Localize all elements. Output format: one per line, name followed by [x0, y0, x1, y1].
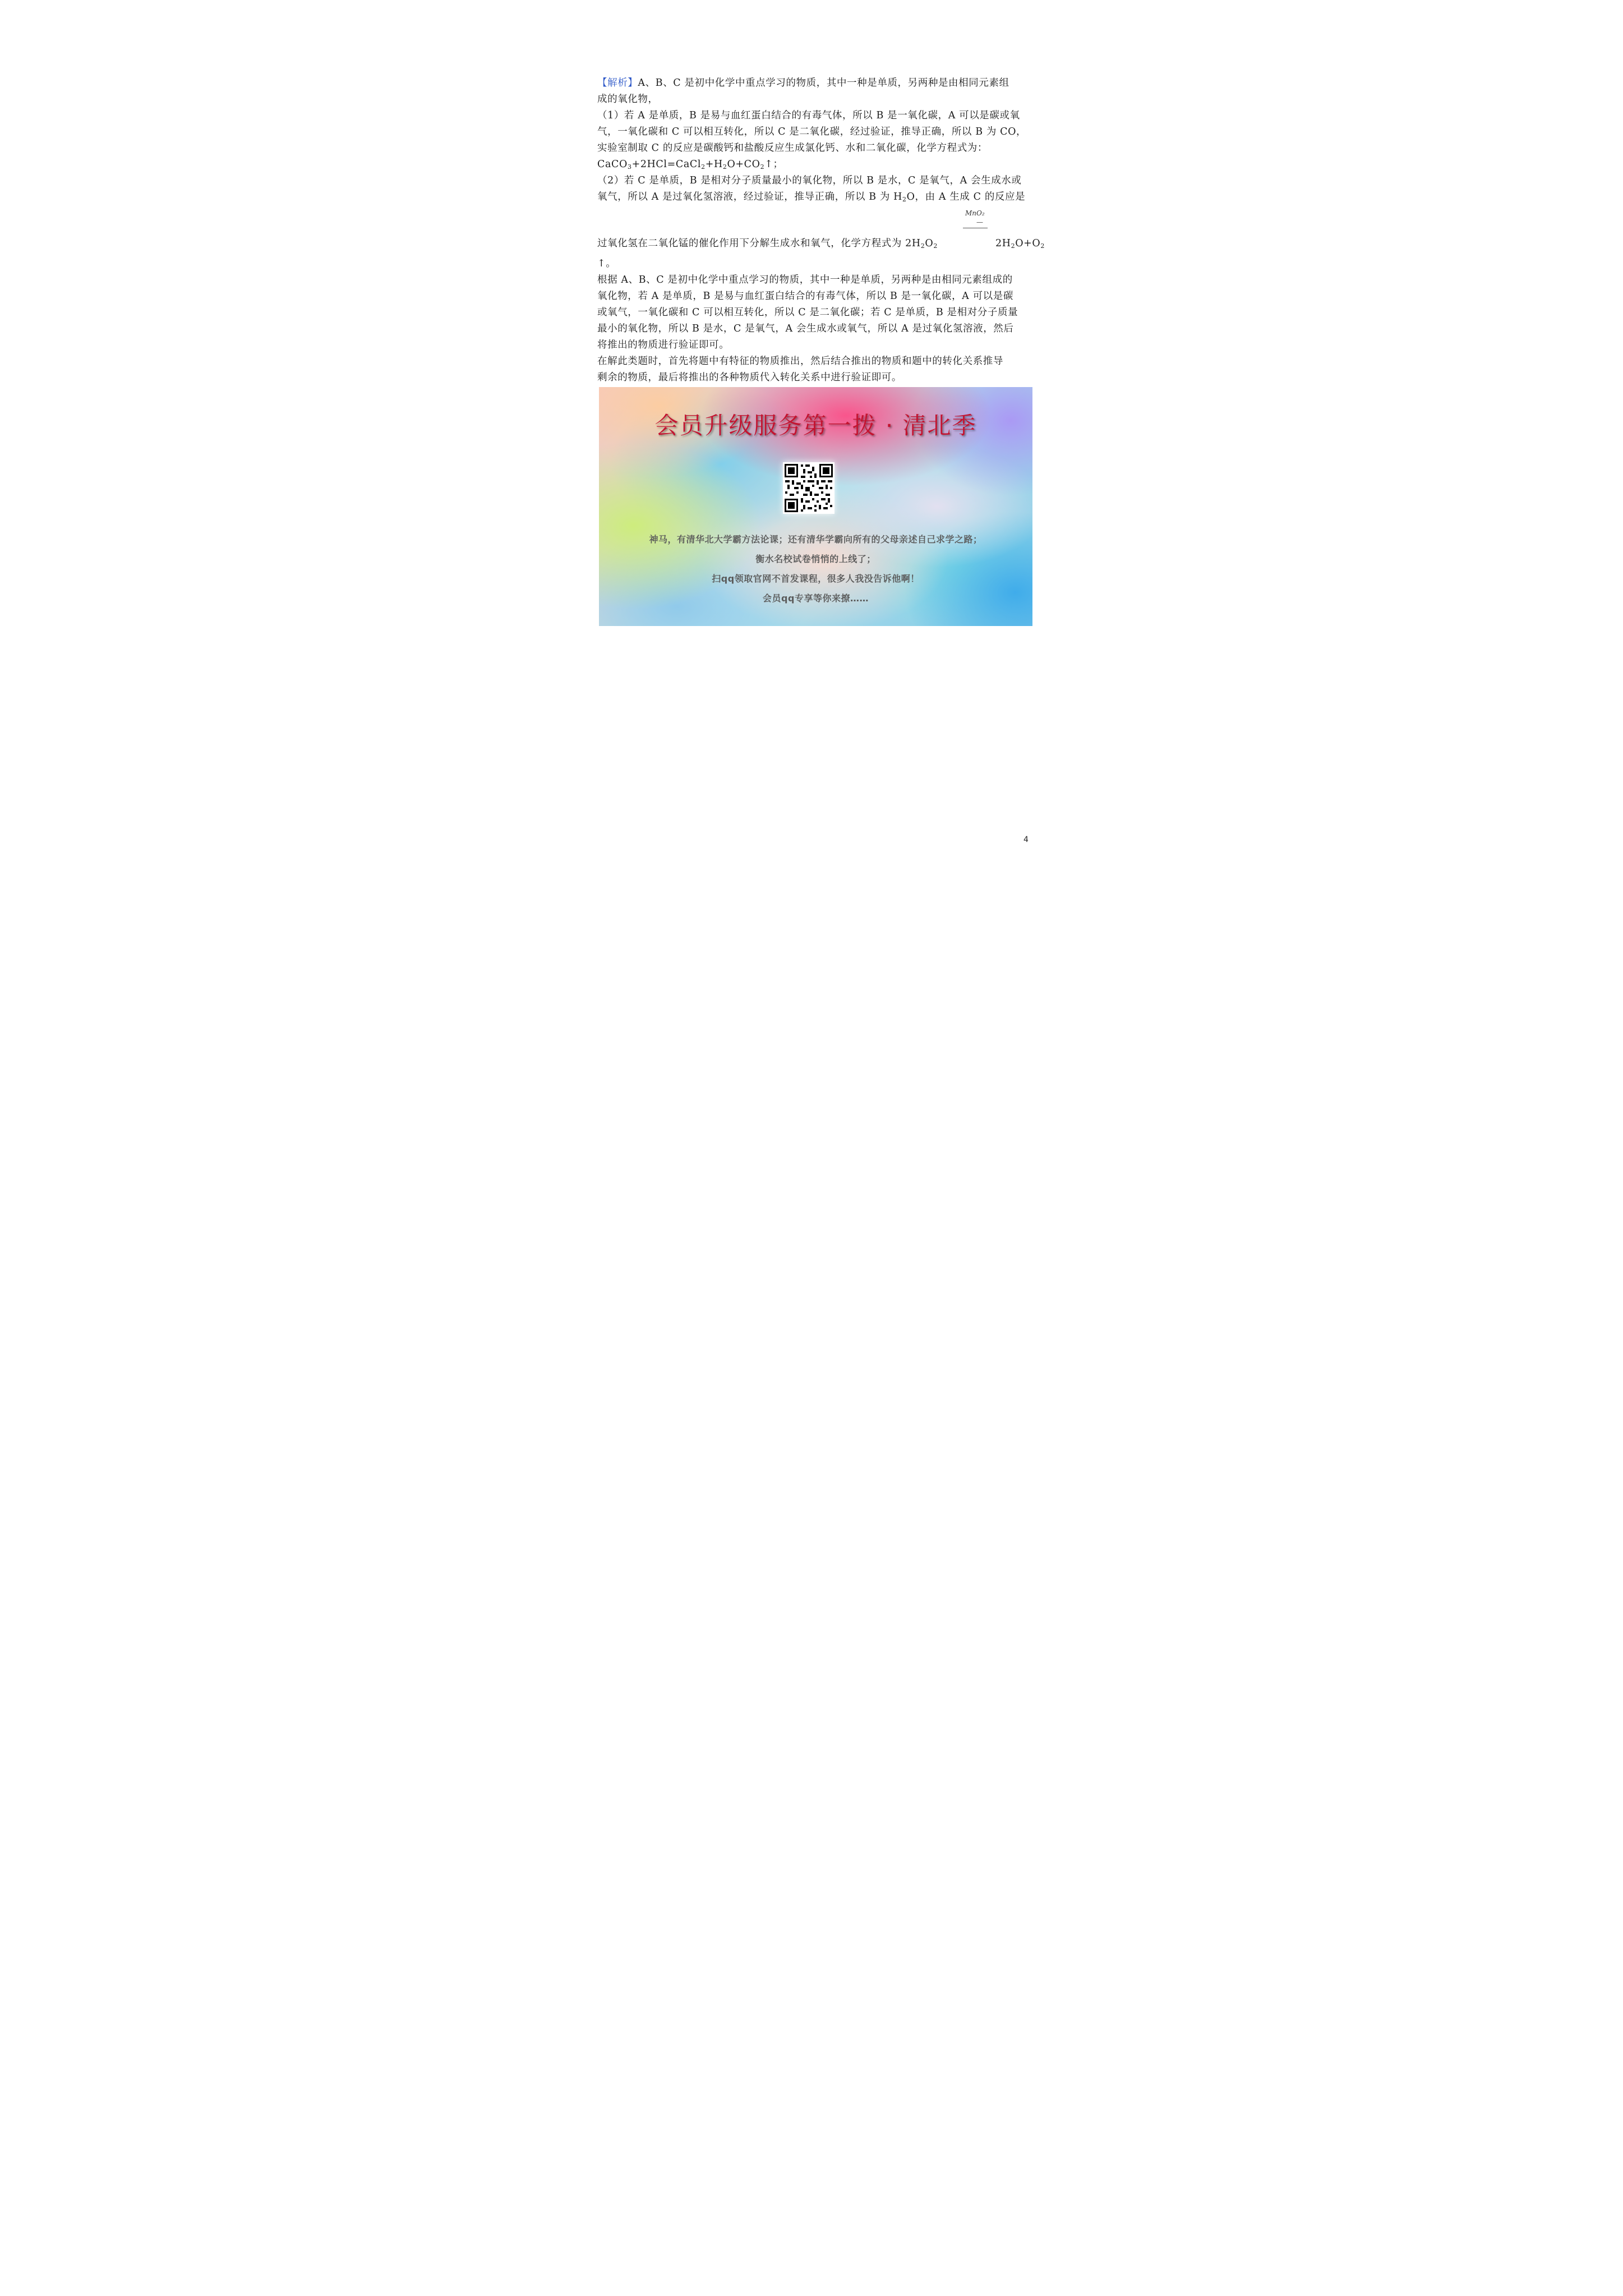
summary-line-3: 或氧气，一氧化碳和 C 可以相互转化，所以 C 是二氧化碳；若 C 是单质，B 是相对分子质量 [597, 307, 1018, 318]
part2-line-4: ↑。 [597, 258, 616, 269]
summary-line-5: 将推出的物质进行验证即可。 [597, 339, 730, 351]
banner-line-4: 会员qq专享等你来撩…… [763, 593, 869, 604]
document-page [503, 0, 1120, 873]
summary-line-4: 最小的氧化物，所以 B 是水，C 是氧气，A 会生成水或氧气，所以 A 是过氧化氢溶液，然后 [597, 323, 1014, 334]
method-line-1: 在解此类题时，首先将题中有特征的物质推出，然后结合推出的物质和题中的转化关系推导 [597, 356, 1003, 367]
catalyst-mark: — [976, 218, 984, 226]
banner-line-2: 衡水名校试卷悄悄的上线了； [755, 554, 876, 564]
banner-text [599, 530, 1032, 608]
method-line-2: 剩余的物质，最后将推出的各种物质代入转化关系中进行验证即可。 [597, 372, 902, 383]
part1-line-2: 气，一氧化碳和 C 可以相互转化，所以 C 是二氧化碳，经过验证，推导正确，所以 B 为 CO， [597, 126, 1027, 137]
qr-code-graphic [783, 462, 834, 514]
equation-2-block [597, 205, 1045, 256]
summary-line-1: 根据 A、B、C 是初中化学中重点学习的物质，其中一种是单质，另两种是由相同元素组成的 [597, 274, 1013, 286]
equation-1: $CaCO_3+2HCl=CaCl_2+H_2O+CO_2↑$； [597, 159, 783, 171]
banner-title: 会员升级服务第一拨 · 清北季 [654, 412, 977, 439]
page-number: 4 [1023, 835, 1029, 844]
part1-line-3: 实验室制取 C 的反应是碳酸钙和盐酸反应生成氯化钙、水和二氧化碳，化学方程式为： [597, 142, 988, 154]
banner-line-3: 扫qq领取官网不首发课程，很多人我没告诉他啊！ [712, 573, 920, 584]
part2-line-2: 氧气，所以 A 是过氧化氢溶液，经过验证，推导正确，所以 B 为 $H_2O$，由 A 生成 C 的反应是 [597, 191, 1026, 203]
analysis-section [597, 75, 1045, 386]
equation-2-left: 过氧化氢在二氧化锰的催化作用下分解生成水和氧气，化学方程式为 $2H_2O_2$ [597, 238, 938, 250]
analysis-intro-line-2: 成的氧化物， [597, 94, 658, 105]
part2-line-1: （2）若 C 是单质，B 是相对分子质量最小的氧化物，所以 B 是水，C 是氧气，A 会生成水或 [597, 175, 1022, 186]
part1-line-1: （1）若 A 是单质，B 是易与血红蛋白结合的有毒气体，所以 B 是一氧化碳，A 可以是碳或氧 [597, 110, 1020, 121]
analysis-intro-line-1: 【解析】A、B、C 是初中化学中重点学习的物质，其中一种是单质，另两种是由相同元素组 [597, 77, 1009, 89]
banner-line-1: 神马，有清华北大学霸方法论课；还有清华学霸向所有的父母亲述自己求学之路； [649, 534, 983, 545]
summary-line-2: 氧化物，若 A 是单质，B 是易与血红蛋白结合的有毒气体，所以 B 是一氧化碳，A 可以是碳 [597, 291, 1013, 302]
qr-code-icon[interactable] [783, 462, 834, 514]
analysis-tag: 【解析】 [597, 77, 638, 89]
promo-banner[interactable] [599, 387, 1032, 626]
catalyst-label: MnO₂ [965, 209, 985, 217]
equation-2-right: $2H_2O+O_2$ [995, 238, 1045, 250]
